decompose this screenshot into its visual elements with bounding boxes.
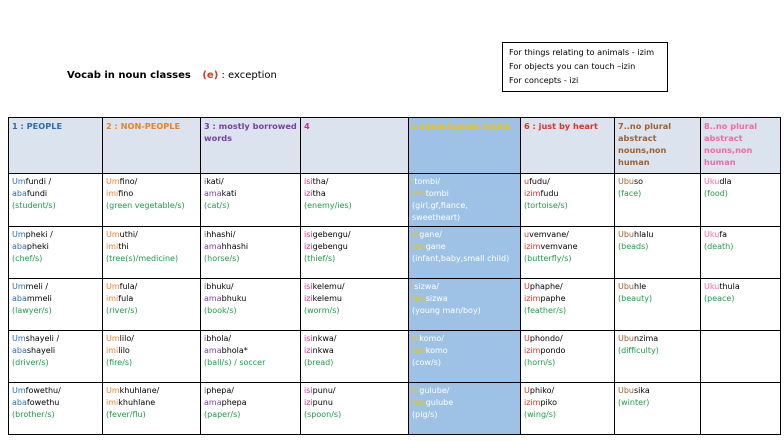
noun-class-table <box>8 117 781 435</box>
plural-prefix: ama <box>204 242 222 251</box>
table-row <box>9 383 781 435</box>
singular-prefix: isi <box>304 230 313 239</box>
noun-cell-class-1 <box>9 383 103 435</box>
translation: (spoon/s) <box>304 410 342 419</box>
header-class-7: 7..no plural abstract nouns,non human <box>615 118 701 174</box>
singular-stem: fa <box>719 230 728 239</box>
noun-cell-class-4 <box>301 331 409 383</box>
noun-cell-class-3 <box>201 383 301 435</box>
singular-prefix: Ubu <box>618 282 635 291</box>
plural-prefix: izin <box>412 189 426 198</box>
plural-prefix: izin <box>412 398 426 407</box>
plural-prefix: ama <box>204 398 222 407</box>
singular-stem: gebengu/ <box>312 230 351 239</box>
translation: (cat/s) <box>204 201 230 210</box>
singular-prefix: Um <box>106 334 120 343</box>
plural-prefix: izin <box>412 346 426 355</box>
translation: (feather/s) <box>524 306 567 315</box>
singular-prefix: i <box>204 386 207 395</box>
translation: (brother/s) <box>12 410 55 419</box>
singular-prefix: U <box>524 282 530 291</box>
plural-stem: lilo <box>118 346 130 355</box>
singular-prefix: Um <box>106 177 120 186</box>
noun-cell-class-4 <box>301 227 409 279</box>
noun-cell-class-6 <box>521 227 615 279</box>
noun-cell-class-7 <box>615 331 701 383</box>
singular-prefix: i <box>204 334 207 343</box>
singular-stem: khuhlane/ <box>119 386 160 395</box>
noun-cell-class-8 <box>701 227 781 279</box>
singular-stem: kelemu/ <box>312 282 345 291</box>
singular-stem: nkwa/ <box>312 334 337 343</box>
noun-cell-class-2 <box>103 383 201 435</box>
note-objects: For objects you can touch –izin <box>509 61 636 71</box>
singular-prefix: i <box>412 177 415 186</box>
note-concepts: For concepts - izi <box>509 75 579 85</box>
noun-cell-class-5 <box>409 279 521 331</box>
plural-prefix: izi <box>304 346 313 355</box>
noun-cell-class-7 <box>615 174 701 227</box>
singular-stem: meli / <box>25 282 49 291</box>
noun-cell-class-3 <box>201 279 301 331</box>
plural-stem: sizwa <box>425 294 448 303</box>
singular-stem: lilo/ <box>119 334 134 343</box>
singular-stem: sizwa/ <box>414 282 439 291</box>
singular-stem: sika <box>634 386 650 395</box>
translation: (pig/s) <box>412 410 438 419</box>
translation: (worm/s) <box>304 306 340 315</box>
singular-stem: fowethu/ <box>25 386 61 395</box>
translation: (butterfly/s) <box>524 254 572 263</box>
singular-prefix: isi <box>304 386 313 395</box>
noun-cell-class-6 <box>521 174 615 227</box>
noun-cell-class-5 <box>409 383 521 435</box>
plural-stem: gulube <box>425 398 454 407</box>
singular-stem: phepa/ <box>206 386 234 395</box>
singular-prefix: Um <box>12 334 26 343</box>
header-class-4: 4 <box>301 118 409 174</box>
plural-stem: thi <box>118 242 129 251</box>
exception-marker: (e) <box>202 70 219 81</box>
translation: (book/s) <box>204 306 237 315</box>
plural-prefix: izi <box>304 398 313 407</box>
plural-stem: gebengu <box>312 242 348 251</box>
singular-stem: phaphe/ <box>529 282 563 291</box>
plural-prefix: izi <box>304 189 313 198</box>
noun-cell-class-4 <box>301 174 409 227</box>
plural-stem: punu <box>312 398 333 407</box>
translation: (fever/flu) <box>106 410 146 419</box>
header-class-1: 1 : PEOPLE <box>9 118 103 174</box>
plural-stem: nkwa <box>312 346 334 355</box>
translation: (chef/s) <box>12 254 43 263</box>
noun-cell-class-1 <box>9 331 103 383</box>
singular-stem: fundi / <box>25 177 52 186</box>
table-row <box>9 279 781 331</box>
plural-stem: hhashi <box>221 242 249 251</box>
singular-prefix: Um <box>12 386 26 395</box>
singular-prefix: U <box>524 334 530 343</box>
noun-cell-class-1 <box>9 174 103 227</box>
noun-cell-class-8 <box>701 331 781 383</box>
singular-prefix: in <box>412 386 420 395</box>
header-class-6: 6 : just by heart <box>521 118 615 174</box>
noun-cell-class-8 <box>701 174 781 227</box>
singular-prefix: isi <box>304 177 313 186</box>
translation: (peace) <box>704 294 735 303</box>
plural-prefix: imi <box>106 242 119 251</box>
noun-cell-class-5 <box>409 174 521 227</box>
singular-stem: uthi/ <box>119 230 138 239</box>
singular-prefix: Um <box>12 282 26 291</box>
translation: (food) <box>704 189 728 198</box>
singular-stem: phiko/ <box>529 386 555 395</box>
noun-cell-class-5 <box>409 331 521 383</box>
plural-stem: piko <box>540 398 557 407</box>
translation: (thief/s) <box>304 254 336 263</box>
singular-prefix: i <box>204 282 207 291</box>
header-class-5: 5 some human nouns <box>409 118 521 174</box>
singular-prefix: Um <box>106 230 120 239</box>
header-class-2: 2 : NON-PEOPLE <box>103 118 201 174</box>
translation: (tortoise/s) <box>524 201 568 210</box>
plural-stem: fula <box>118 294 134 303</box>
translation: (wing/s) <box>524 410 557 419</box>
singular-prefix: in <box>412 230 420 239</box>
singular-prefix: in <box>412 334 420 343</box>
plural-prefix: ama <box>204 346 222 355</box>
singular-prefix: u <box>524 177 530 186</box>
singular-stem: fula/ <box>119 282 138 291</box>
plural-prefix: izim <box>524 346 541 355</box>
singular-prefix: i <box>412 282 415 291</box>
noun-cell-class-6 <box>521 331 615 383</box>
singular-stem: komo/ <box>419 334 444 343</box>
singular-prefix: i <box>204 230 207 239</box>
noun-cell-class-8 <box>701 383 781 435</box>
table-row <box>9 174 781 227</box>
singular-prefix: U <box>524 386 530 395</box>
translation: (face) <box>618 189 642 198</box>
singular-prefix: Ubu <box>618 230 635 239</box>
singular-prefix: Um <box>12 177 26 186</box>
singular-prefix: Ubu <box>618 334 635 343</box>
translation: (girl,gf,fiance, sweetheart) <box>412 201 468 222</box>
translation: (beauty) <box>618 294 653 303</box>
translation: (driver/s) <box>12 358 49 367</box>
header-class-3: 3 : mostly borrowed words <box>201 118 301 174</box>
header-class-8: 8..no plural abstract nouns,non human <box>701 118 781 174</box>
plural-stem: gane <box>425 242 446 251</box>
singular-prefix: u <box>524 230 530 239</box>
singular-prefix: Uku <box>704 282 720 291</box>
translation: (young man/boy) <box>412 306 481 315</box>
translation: (bread) <box>304 358 334 367</box>
plural-prefix: izin <box>412 294 426 303</box>
singular-stem: dla <box>719 177 732 186</box>
singular-prefix: isi <box>304 282 313 291</box>
singular-stem: bhuku/ <box>206 282 234 291</box>
singular-stem: kati/ <box>206 177 224 186</box>
plural-stem: fino <box>118 189 134 198</box>
singular-prefix: Um <box>106 386 120 395</box>
noun-cell-class-4 <box>301 383 409 435</box>
translation: (infant,baby,small child) <box>412 254 510 263</box>
plural-prefix: aba <box>12 294 27 303</box>
singular-stem: thula <box>719 282 740 291</box>
plural-prefix: ama <box>204 294 222 303</box>
translation: (horn/s) <box>524 358 556 367</box>
plural-prefix: izim <box>524 294 541 303</box>
noun-cell-class-2 <box>103 174 201 227</box>
singular-prefix: isi <box>304 334 313 343</box>
table-row <box>9 227 781 279</box>
noun-cell-class-7 <box>615 383 701 435</box>
translation: (winter) <box>618 398 650 407</box>
title-text: Vocab in noun classes <box>67 70 191 81</box>
translation: (horse/s) <box>204 254 240 263</box>
singular-stem: punu/ <box>312 386 336 395</box>
noun-cell-class-7 <box>615 279 701 331</box>
plural-stem: fudu <box>540 189 559 198</box>
translation: (lawyer/s) <box>12 306 52 315</box>
singular-stem: gulube/ <box>419 386 450 395</box>
plural-stem: mmeli <box>26 294 52 303</box>
translation: (ball/s) / soccer <box>204 358 266 367</box>
translation: (green vegetable/s) <box>106 201 185 210</box>
exception-legend <box>202 70 277 81</box>
singular-prefix: Uku <box>704 177 720 186</box>
plural-prefix: izi <box>304 294 313 303</box>
plural-prefix: aba <box>12 346 27 355</box>
plural-stem: paphe <box>540 294 566 303</box>
plural-stem: pondo <box>540 346 566 355</box>
noun-cell-class-2 <box>103 279 201 331</box>
noun-cell-class-3 <box>201 331 301 383</box>
singular-stem: hle <box>634 282 647 291</box>
singular-prefix: Um <box>12 230 26 239</box>
singular-prefix: Ubu <box>618 386 635 395</box>
plural-stem: fowethu <box>26 398 60 407</box>
noun-cell-class-6 <box>521 279 615 331</box>
singular-prefix: Ubu <box>618 177 635 186</box>
plural-prefix: imi <box>106 189 119 198</box>
plural-prefix: aba <box>12 242 27 251</box>
noun-cell-class-3 <box>201 174 301 227</box>
plural-stem: fundi <box>26 189 48 198</box>
singular-stem: so <box>634 177 644 186</box>
singular-stem: gane/ <box>419 230 442 239</box>
plural-prefix: aba <box>12 189 27 198</box>
noun-cell-class-1 <box>9 279 103 331</box>
plural-stem: komo <box>425 346 448 355</box>
prefix-notes-box <box>502 42 668 92</box>
plural-stem: vemvane <box>540 242 578 251</box>
noun-cell-class-2 <box>103 227 201 279</box>
plural-stem: tha <box>312 189 326 198</box>
translation: (beads) <box>618 242 649 251</box>
singular-stem: tombi/ <box>414 177 441 186</box>
translation: (enemy/ies) <box>304 201 352 210</box>
plural-prefix: izin <box>412 242 426 251</box>
plural-prefix: imi <box>106 294 119 303</box>
plural-stem: phepa <box>221 398 247 407</box>
singular-stem: shayeli / <box>25 334 60 343</box>
translation: (fire/s) <box>106 358 133 367</box>
noun-cell-class-3 <box>201 227 301 279</box>
plural-prefix: ama <box>204 189 222 198</box>
singular-stem: bhola/ <box>206 334 232 343</box>
singular-stem: pheki / <box>25 230 53 239</box>
singular-stem: nzima <box>634 334 659 343</box>
plural-prefix: izim <box>524 398 541 407</box>
plural-prefix: imi <box>106 398 119 407</box>
singular-prefix: Um <box>106 282 120 291</box>
plural-prefix: izim <box>524 189 541 198</box>
translation: (death) <box>704 242 734 251</box>
translation: (tree(s)/medicine) <box>106 254 179 263</box>
singular-stem: hhashi/ <box>206 230 236 239</box>
singular-prefix: i <box>204 177 207 186</box>
note-animals: For things relating to animals - izim <box>509 47 655 57</box>
noun-cell-class-6 <box>521 383 615 435</box>
plural-prefix: imi <box>106 346 119 355</box>
translation: (student/s) <box>12 201 56 210</box>
page-title <box>67 70 277 81</box>
noun-cell-class-5 <box>409 227 521 279</box>
plural-stem: bhola* <box>221 346 248 355</box>
singular-stem: tha/ <box>312 177 329 186</box>
translation: (cow/s) <box>412 358 441 367</box>
plural-stem: pheki <box>26 242 49 251</box>
noun-cell-class-4 <box>301 279 409 331</box>
plural-stem: khuhlane <box>118 398 156 407</box>
plural-prefix: izim <box>524 242 541 251</box>
translation: (river/s) <box>106 306 138 315</box>
plural-stem: tombi <box>425 189 449 198</box>
noun-cell-class-2 <box>103 331 201 383</box>
header-row <box>9 118 781 174</box>
table-row <box>9 331 781 383</box>
singular-stem: fudu/ <box>529 177 550 186</box>
translation: (paper/s) <box>204 410 241 419</box>
plural-stem: bhuku <box>221 294 247 303</box>
exception-label: : exception <box>221 70 277 81</box>
noun-cell-class-1 <box>9 227 103 279</box>
singular-stem: hlalu <box>634 230 654 239</box>
noun-cell-class-7 <box>615 227 701 279</box>
plural-stem: kati <box>221 189 237 198</box>
singular-prefix: Uku <box>704 230 720 239</box>
plural-prefix: aba <box>12 398 27 407</box>
noun-cell-class-8 <box>701 279 781 331</box>
singular-stem: fino/ <box>119 177 138 186</box>
translation: (difficulty) <box>618 346 659 355</box>
plural-stem: kelemu <box>312 294 342 303</box>
plural-prefix: izi <box>304 242 313 251</box>
singular-stem: phondo/ <box>529 334 563 343</box>
plural-stem: shayeli <box>26 346 56 355</box>
singular-stem: vemvane/ <box>529 230 569 239</box>
